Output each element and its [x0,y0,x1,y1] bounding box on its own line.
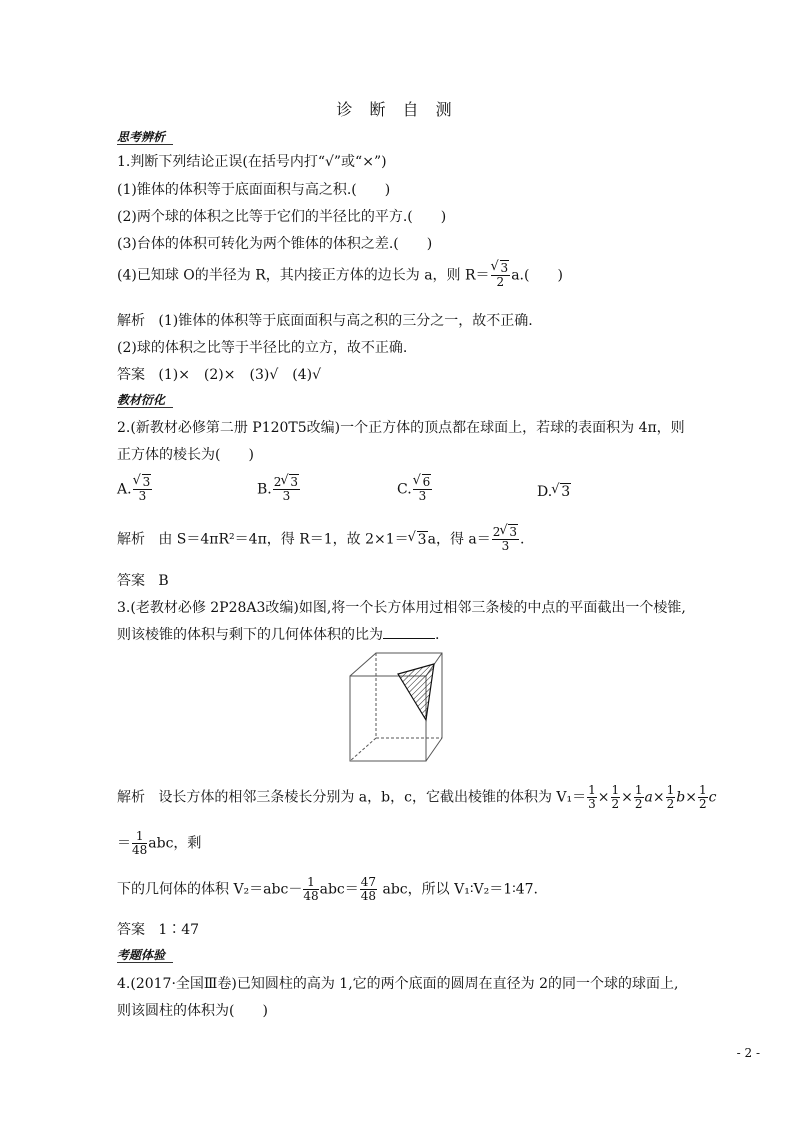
answer-blank [383,626,435,639]
q2-option-b: B. $\frac{2√ 3}{3}$ [257,476,301,503]
q3-stem-line2: 则该棱锥的体积与剩下的几何体体积的比为 . [117,627,440,643]
q4-stem-line2: 则该圆柱的体积为( ) [117,1003,268,1019]
q3-analysis-line1: 解析 设长方体的相邻三条棱长分别为 a，b，c，它截出棱锥的体积为 V₁＝ $\frac{1}{3}$ × $\frac{1}{2}$ × $\frac{1}{2}$ a× $\frac{1}{2}$ b× $\frac{1}{2}$ c [117,783,717,811]
q1-statement-3: (3)台体的体积可转化为两个锥体的体积之差.( ) [117,236,433,252]
section-tag-exam: 考题体验 [117,948,166,962]
q3-analysis-line2: ＝ $\frac{1}{48}$ abc，剩 [117,829,202,857]
fraction: √ $\frac{3}{2}$ [491,262,511,289]
q1-statement-4: (4)已知球 O的半径为 R，其内接正方体的边长为 a，则 R＝ √ $\frac{3}{2}$ a.( ) [117,262,563,289]
q2-stem-line2: 正方体的棱长为( ) [117,447,254,463]
cuboid-figure [340,648,452,768]
q1-statement-1: (1)锥体的体积等于底面面积与高之积.( ) [117,182,391,198]
tag-underline [117,407,173,408]
page-title: 诊 断 自 测 [336,100,458,119]
q2-option-a: A. √ $\frac{3}{3}$ [117,476,153,503]
tag-underline [117,962,173,963]
q1-statement-2: (2)两个球的体积之比等于它们的半径比的平方.( ) [117,209,447,225]
q2-stem-line1: 2.(新教材必修第二册 P120T5改编)一个正方体的顶点都在球面上，若球的表面积为 4π，则 [117,420,685,436]
q3-stem-line1: 3.(老教材必修 2P28A3改编)如图,将一个长方体用过相邻三条棱的中点的平面截出一个棱锥, [117,600,686,616]
q4-stem-line1: 4.(2017·全国Ⅲ卷)已知圆柱的高为 1,它的两个底面的圆周在直径为 2的同一个球的球面上, [117,976,679,992]
tag-underline [117,144,173,145]
q1-analysis-2: (2)球的体积之比等于半径比的立方，故不正确. [117,340,408,356]
section-tag-textbook: 教材衍化 [117,393,166,407]
page-number: - 2 - [736,1046,760,1060]
q2-option-c: C. √ $\frac{6}{3}$ [397,476,433,503]
q1-analysis-1: 解析 (1)锥体的体积等于底面面积与高之积的三分之一，故不正确. [117,313,533,329]
q2-answer: 答案 B [117,573,169,589]
q1-answer: 答案 (1)× (2)× (3)√ (4)√ [117,367,321,383]
q3-analysis-line3: 下的几何体的体积 V₂＝abc－ $\frac{1}{48}$ abc＝ $\frac{47}{48}$ abc，所以 V₁∶V₂＝1∶47. [117,875,539,903]
q2-option-d: D.√ 3 [537,484,571,500]
q3-answer: 答案 1∶47 [117,922,200,938]
q2-analysis: 解析 由 S＝4πR²＝4π，得 R＝1，故 2×1＝√ 3a，得 a＝ $\frac{2√ 3}{3}$ . [117,526,524,553]
q1-stem: 1.判断下列结论正误(在括号内打“√”或“×”) [117,154,387,170]
section-tag-thinking: 思考辨析 [117,130,166,144]
